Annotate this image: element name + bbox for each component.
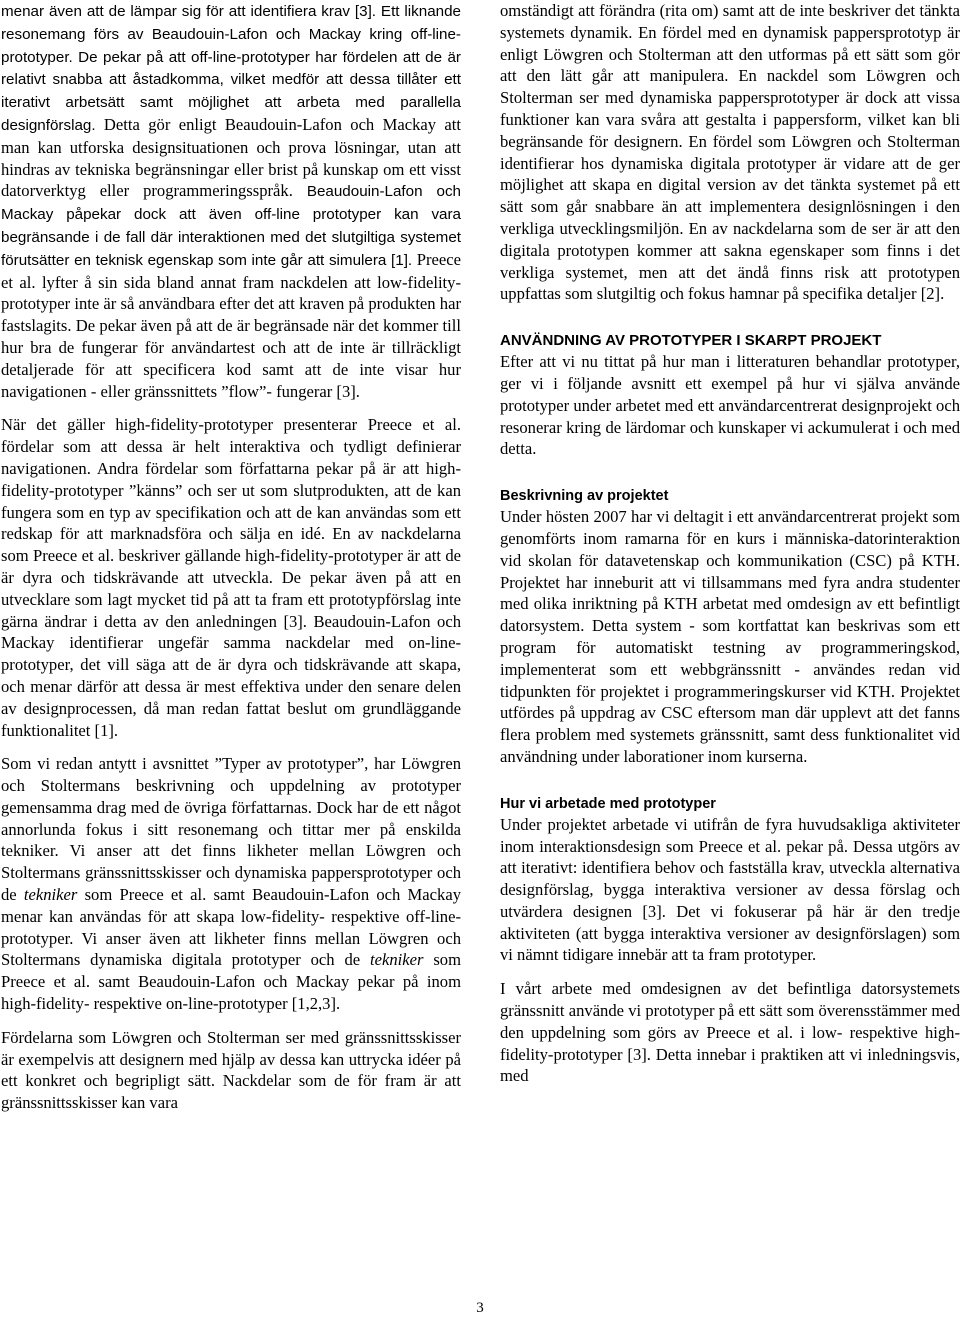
subsection-heading-project-description: Beskrivning av projektet <box>500 488 669 505</box>
left-paragraph-2: När det gäller high-fidelity-prototyper presenterar Preece et al. fördelar som att dessa är helt interaktiva och tydligt definierar navigationen. Andra fördelar som författarna pekar på är att high-fidelity-prototyper ”känns” och ser ut som slutprodukten, att de kan fungera som en typ av specifikation och att de kan användas som ett redskap för att marknadsföra och sälja en idé. En av nackdelarna som Preece et al. beskriver gällande high-fidelity-prototyper är att de är dyra och tidskrävande att utveckla. De pekar även på att en utvecklare som lagt mycket tid på att ta fram ett prototypförslag inte gärna ändrar i detta av den anledningen [3]. Beaudouin-Lafon och Mackay identifierar ungefär samma nackdelar med on-line-prototyper, det vill säga att de är dyra och tidskrävande att skapa, och menar därför att dessa är mest effektiva under den senare delen av designprocessen, då man redan fattat beslut om grundläggande funktionalitet [1]. <box>1 415 461 740</box>
left-p3-emphasis-2: tekniker <box>370 950 424 970</box>
left-column <box>1 0 461 1114</box>
left-p3-text-a: Som vi redan antytt i avsnittet ”Typer av prototyper”, har Löwgren och Stoltermans beskrivning och uppdelning av prototyper gemensamma drag med de övriga författarnas. Dock har de ett något annorlunda fokus i sitt resonemang och tittar mer på enskilda tekniker. Vi anser att det finns likheter mellan Löwgren och Stoltermans gränssnittsskisser och dynamiska pappersprototyper och de <box>1 754 461 905</box>
left-p3-emphasis-1: tekniker <box>23 885 78 905</box>
left-paragraph-4: Fördelarna som Löwgren och Stolterman ser med gränssnittsskisser är exempelvis att designern med hjälp av dessa kan uttrycka idéer på ett konkret och begripligt sätt. Nackdelar som de för fram är att gränssnittsskisser kan vara <box>1 1027 461 1113</box>
right-paragraph-2: Efter att vi nu tittat på hur man i litteraturen behandlar prototyper, ger vi i följande avsnitt ett exempel på hur vi själva använde prototyper under arbetet med ett användarcentrerat designprojekt och resonerar kring de lärdomar och kunskaper vi ackumulerat i och med detta. <box>500 352 960 459</box>
left-paragraph-3 <box>1 753 461 1015</box>
page-number: 3 <box>476 1300 484 1316</box>
right-paragraph-5: I vårt arbete med omdesignen av det befintliga datorsystemets gränssnitt använde vi prototyper på ett sätt som överensstämmer med den uppdelning som görs av Preece et al. i low- respektive high-fidelity-prototyper [3]. Detta innebar i praktiken att vi inledningsvis, med <box>500 979 960 1086</box>
left-p1-serif-text: Detta gör enligt Beaudouin-Lafon och Mackay att man kan utforska designsituationen och prova lösningar, utan att hindras av tekniska begränsningar eller brist på kunskap om ett visst datorverktyg eller programmeringsspråk. <box>1 114 461 201</box>
right-paragraph-4: Under projektet arbetade vi utifrån de fyra huvudsakliga aktiviteter inom interaktionsdesign som Preece et al. pekar på. Dessa utgörs av att iterativt: identifiera behov och fastställa krav, utveckla alternativa designförslag, bygga interaktiva versioner av dessa förslag och utvärdera designen [3]. Det vi fokuserar på här är den tredje aktiviteten (att bygga interaktiva versioner av designförslagen) som vi nämnt tidigare innebär att ta fram prototyper. <box>500 814 960 965</box>
right-paragraph-1: omständigt att förändra (rita om) samt att de inte beskriver det tänkta systemets dynamik. En fördel med en dynamisk pappersprototyp är enligt Löwgren och Stolterman att den utformas på ett sätt som gör att den lätt går att manipulera. En nackdel som Löwgren och Stolterman ser med dynamiska pappersprototyper är dock att vissa funktioner kan vara svåra att gestalta i pappersform, vilket kan bli begränsande för designern. En fördel som Löwgren och Stolterman identifierar hos dynamiska digitala prototyper är vidare att de ger möjlighet att skapa en digital version av det tänkta systemet på ett sätt som går snabbare än att implementera designlösningen i den verkliga utvecklingsmiljön. En av nackdelarna som de ser är att den digitala prototypen kommer att sakna egenskaper som finns i det verkliga systemet, men att det ändå finns risk att prototypen uppfattas som slutgiltig och fokus hamnar på specifika detaljer [2]. <box>500 1 960 304</box>
right-paragraph-3: Under hösten 2007 har vi deltagit i ett användarcentrerat projekt som genomförts inom ramarna för en kurs i människa-datorinteraktion vid skolan för datavetenskap och kommunikation (CSC) på KTH. Projektet har inneburit att vi tillsammans med fyra andra studenter med olika inriktning på KTH arbetat med omdesign av ett befintligt datorsystem. Detta system - som kortfattat kan beskrivas som ett program för automatiskt testning av programmeringskod, implementerat som ett webbgränssnitt - användes redan vid tidpunkten för projektet i programmeringskurser vid KTH. Projektet utfördes på uppdrag av CSC eftersom man där upplevt att det fanns flera problem med systemets gränssnitt, samt dess funktionalitet vid användning under laborationer inom kurserna. <box>500 507 960 766</box>
right-column <box>500 0 960 1087</box>
section-heading: ANVÄNDNING AV PROTOTYPER I SKARPT PROJEKT <box>500 332 882 350</box>
left-paragraph-1 <box>1 0 461 402</box>
left-p1-serif-text-2: Preece et al. lyfter å sin sida bland annat fram nackdelen att low-fidelity-prototyper inte är så användbara efter det att kraven på produkten har fastslagits. De pekar även på att de är begränsade när det kommer till hur bra de fungerar för användartest och att de inte är tillräckligt detaljerade för att specificera kod samt att de inte visar hur navigationen - eller gränssnittets ”flow”- fungerar [3]. <box>1 249 461 401</box>
left-p1-sans-text-2: Beaudouin-Lafon och Mackay påpekar dock att även off-line prototyper kan vara begränsande i de fall där interaktionen med det slutgiltiga systemet förutsätter en teknisk egenskap som inte går att simulera [1]. <box>1 183 462 269</box>
left-p3-text-c: som Preece et al. samt Beaudouin-Lafon och Mackay pekar på inom high-fidelity- respektive on-line-prototyper [1,2,3]. <box>1 950 461 1014</box>
left-p3-text-b: som Preece et al. samt Beaudouin-Lafon och Mackay menar kan användas för att skapa low-fidelity- respektive off-line-prototyper. Vi anser även att likheter finns mellan Löwgren och Stoltermans dynamiska digitala prototyper och de <box>1 885 461 970</box>
subsection-heading-prototype-work: Hur vi arbetade med prototyper <box>500 795 716 812</box>
left-p1-sans-text: menar även att de lämpar sig för att identifiera krav [3]. Ett liknande resonemang förs av Beaudouin-Lafon och Mackay kring off-line-prototyper. De pekar på att off-line-prototyper har fördelen att de är relativt snabba att åstadkomma, vilket medför att dessa tillåter ett iterativt arbetsätt samt möjlighet att arbeta med parallella designförslag. <box>1 3 461 134</box>
